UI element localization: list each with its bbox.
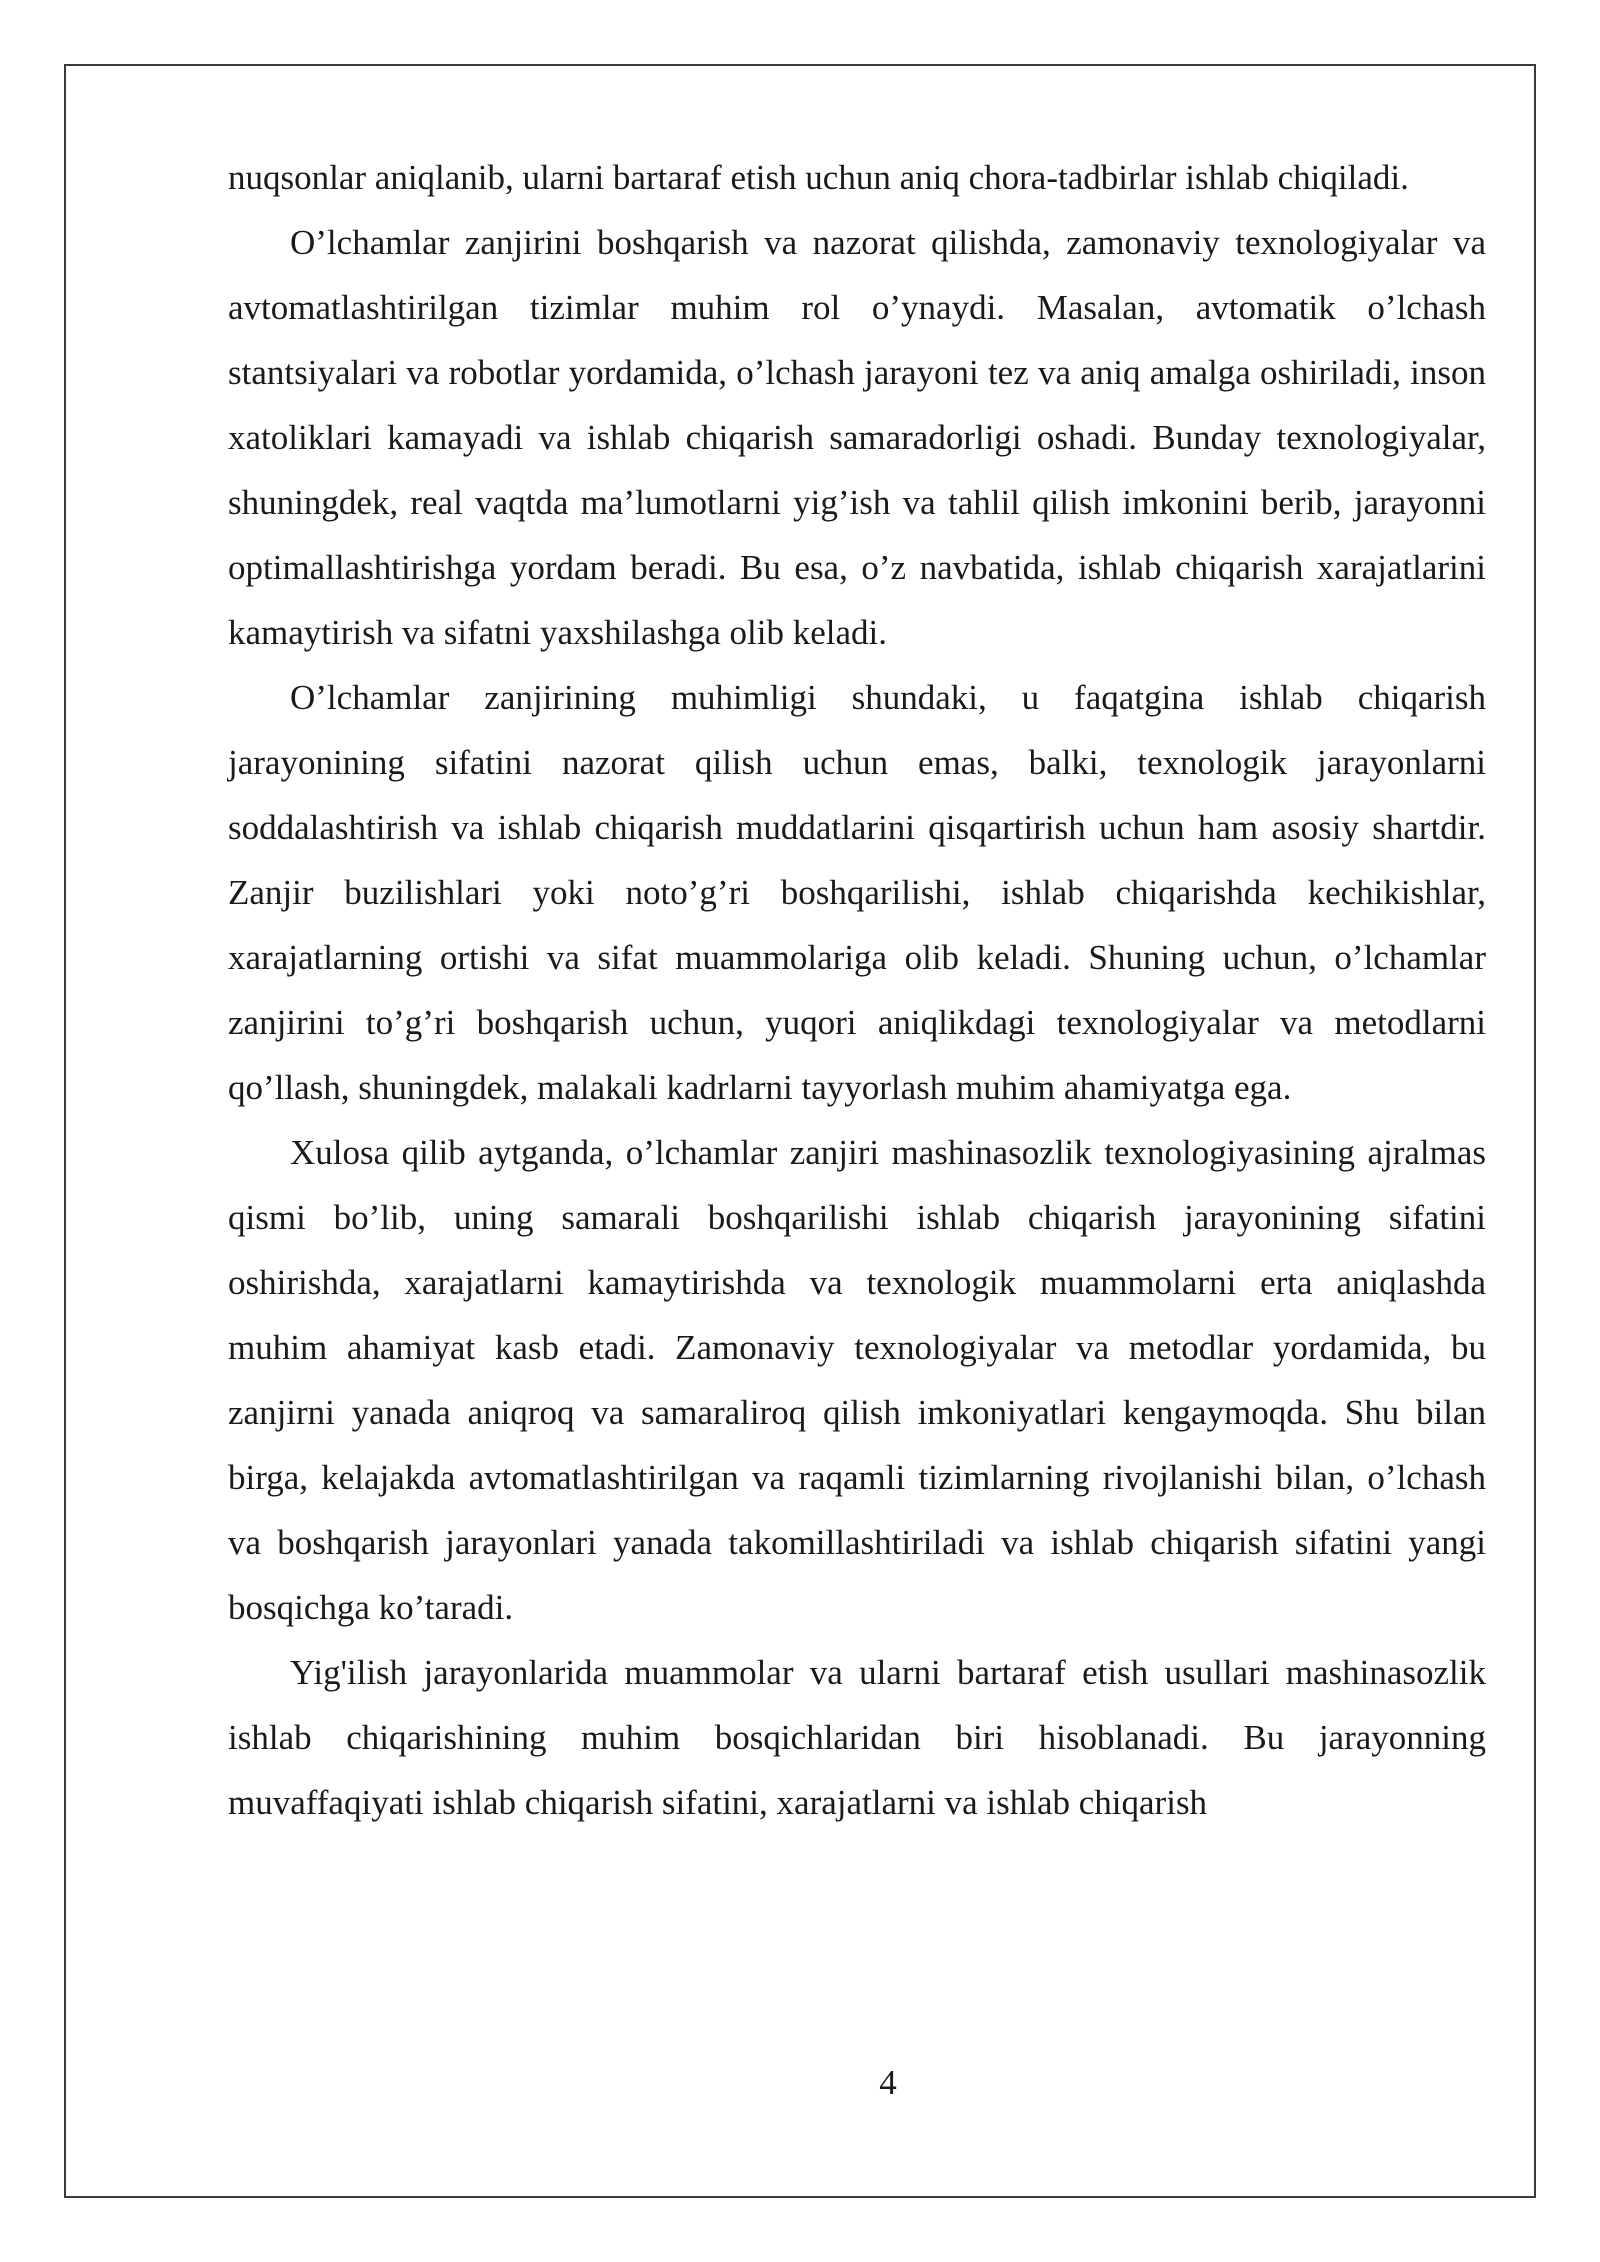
page-number: 4: [879, 2063, 897, 2102]
paragraph-conclusion: Xulosa qilib aytganda, o’lchamlar zanjiri mashinasozlik texnologiyasining ajralmas qismi bo’lib, uning samarali boshqarilishi ishlab chiqarish jarayonining sifatini oshirishda, xarajatlarni kamaytirishda va texnologik muammolarni erta aniqlashda muhim ahamiyat kasb etadi. Zamonaviy texnologiyalar va metodlar yordamida, bu zanjirni yanada aniqroq va samaraliroq qilish imkoniyatlari kengaymoqda. Shu bilan birga, kelajakda avtomatlashtirilgan va raqamli tizimlarning rivojlanishi bilan, o’lchash va boshqarish jarayonlari yanada takomillashtiriladi va ishlab chiqarish sifatini yangi bosqichga ko’taradi.: [228, 1133, 1486, 1627]
paragraph-modern-technologies: O’lchamlar zanjirini boshqarish va nazorat qilishda, zamonaviy texnologiyalar va avtomatlashtirilgan tizimlar muhim rol o’ynaydi. Masalan, avtomatik o’lchash stantsiyalari va robotlar yordamida, o’lchash jarayoni tez va aniq amalga oshiriladi, inson xatoliklari kamayadi va ishlab chiqarish samaradorligi oshadi. Bunday texnologiyalar, shuningdek, real vaqtda ma’lumotlarni yig’ish va tahlil qilish imkonini berib, jarayonni optimallashtirishga yordam beradi. Bu esa, o’z navbatida, ishlab chiqarish xarajatlarini kamaytirish va sifatni yaxshilashga olib keladi.: [228, 223, 1486, 652]
paragraph-chain-importance: O’lchamlar zanjirining muhimligi shundaki, u faqatgina ishlab chiqarish jarayonining sifatini nazorat qilish uchun emas, balki, texnologik jarayonlarni soddalashtirish va ishlab chiqarish muddatlarini qisqartirish uchun ham asosiy shartdir. Zanjir buzilishlari yoki noto’g’ri boshqarilishi, ishlab chiqarishda kechikishlar, xarajatlarning ortishi va sifat muammolariga olib keladi. Shuning uchun, o’lchamlar zanjirini to’g’ri boshqarish uchun, yuqori aniqlikdagi texnologiyalar va metodlarni qo’llash, shuningdek, malakali kadrlarni tayyorlash muhim ahamiyatga ega.: [228, 678, 1486, 1107]
paragraph-continuation: nuqsonlar aniqlanib, ularni bartaraf etish uchun aniq chora-tadbirlar ishlab chiqiladi.: [228, 158, 1409, 197]
paragraph-assembly-problems: Yig'ilish jarayonlarida muammolar va ularni bartaraf etish usullari mashinasozlik ishlab chiqarishining muhim bosqichlaridan biri hisoblanadi. Bu jarayonning muvaffaqiyati ishlab chiqarish sifatini, xarajatlarni va ishlab chiqarish: [228, 1653, 1486, 1822]
document-body: [228, 145, 1486, 1835]
